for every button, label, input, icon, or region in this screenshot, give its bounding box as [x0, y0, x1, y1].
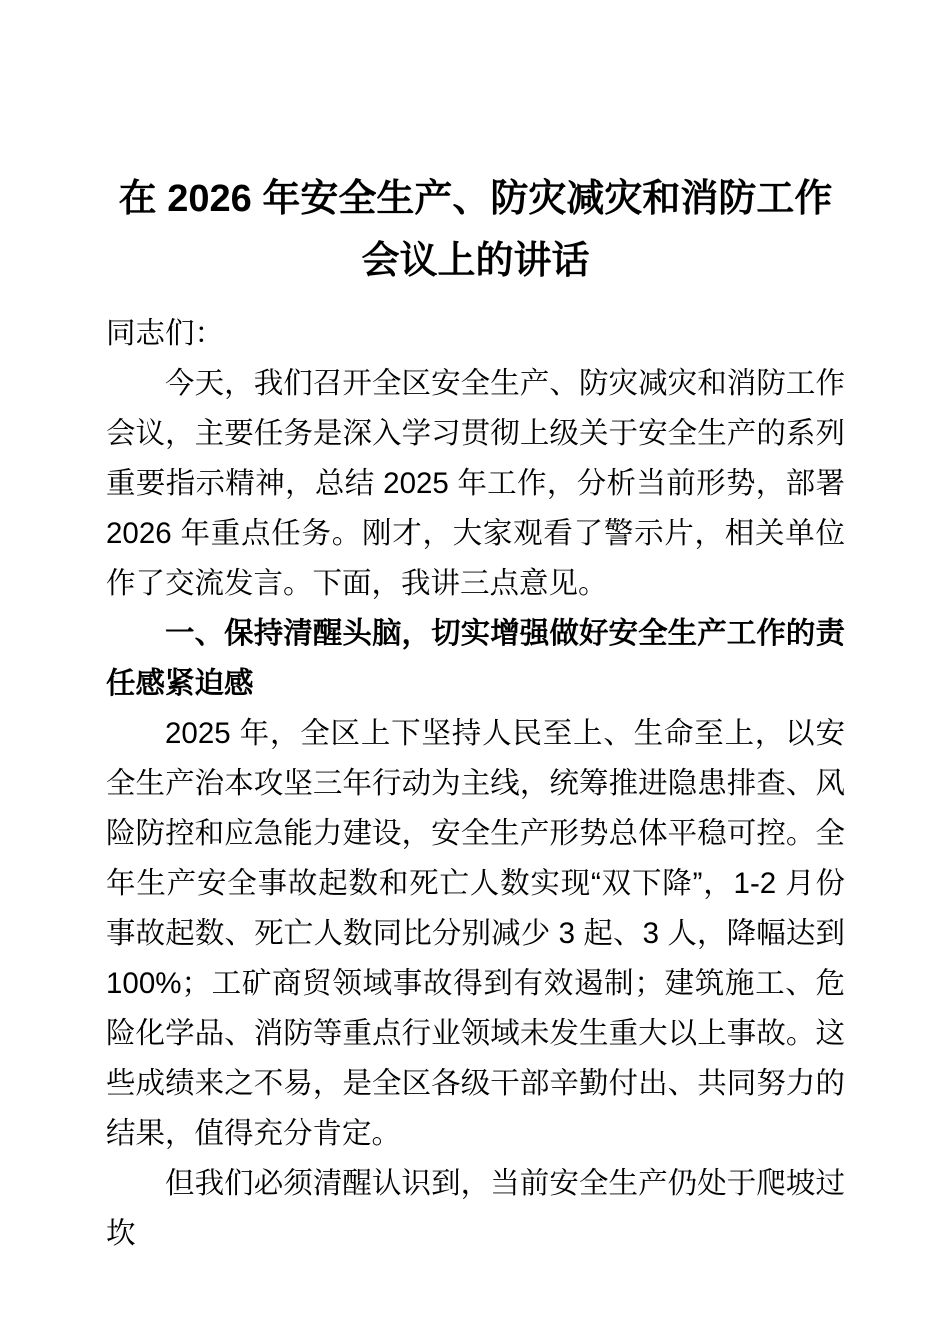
paragraph-intro: 今天，我们召开全区安全生产、防灾减灾和消防工作会议，主要任务是深入学习贯彻上级关于安全生产的系列重要指示精神，总结 2025 年工作，分析当前形势，部署 2026 年重点任务。刚才，大家观看了警示片，相关单位作了交流发言。下面，我讲三点意见。: [106, 367, 845, 600]
section-heading-1: 一、保持清醒头脑，切实增强做好安全生产工作的责任感紧迫感: [106, 617, 845, 700]
paragraph-caution-opening: 但我们必须清醒认识到，当前安全生产仍处于爬坡过坎: [106, 1167, 845, 1250]
document-body: [106, 309, 845, 1259]
document-title: 在 2026 年安全生产、防灾减灾和消防工作会议上的讲话: [118, 178, 833, 282]
paragraph-achievements: 2025 年，全区上下坚持人民至上、生命至上，以安全生产治本攻坚三年行动为主线，统筹推进隐患排查、风险防控和应急能力建设，安全生产形势总体平稳可控。全年生产安全事故起数和死亡人数实现“双下降”，1-2 月份事故起数、死亡人数同比分别减少 3 起、3 人，降幅达到 100%；工矿商贸领域事故得到有效遏制；建筑施工、危险化学品、消防等重点行业领域未发生重大以上事故。这些成绩来之不易，是全区各级干部辛勤付出、共同努力的结果，值得充分肯定。: [106, 717, 845, 1150]
paragraph-salutation: 同志们：: [106, 317, 225, 350]
